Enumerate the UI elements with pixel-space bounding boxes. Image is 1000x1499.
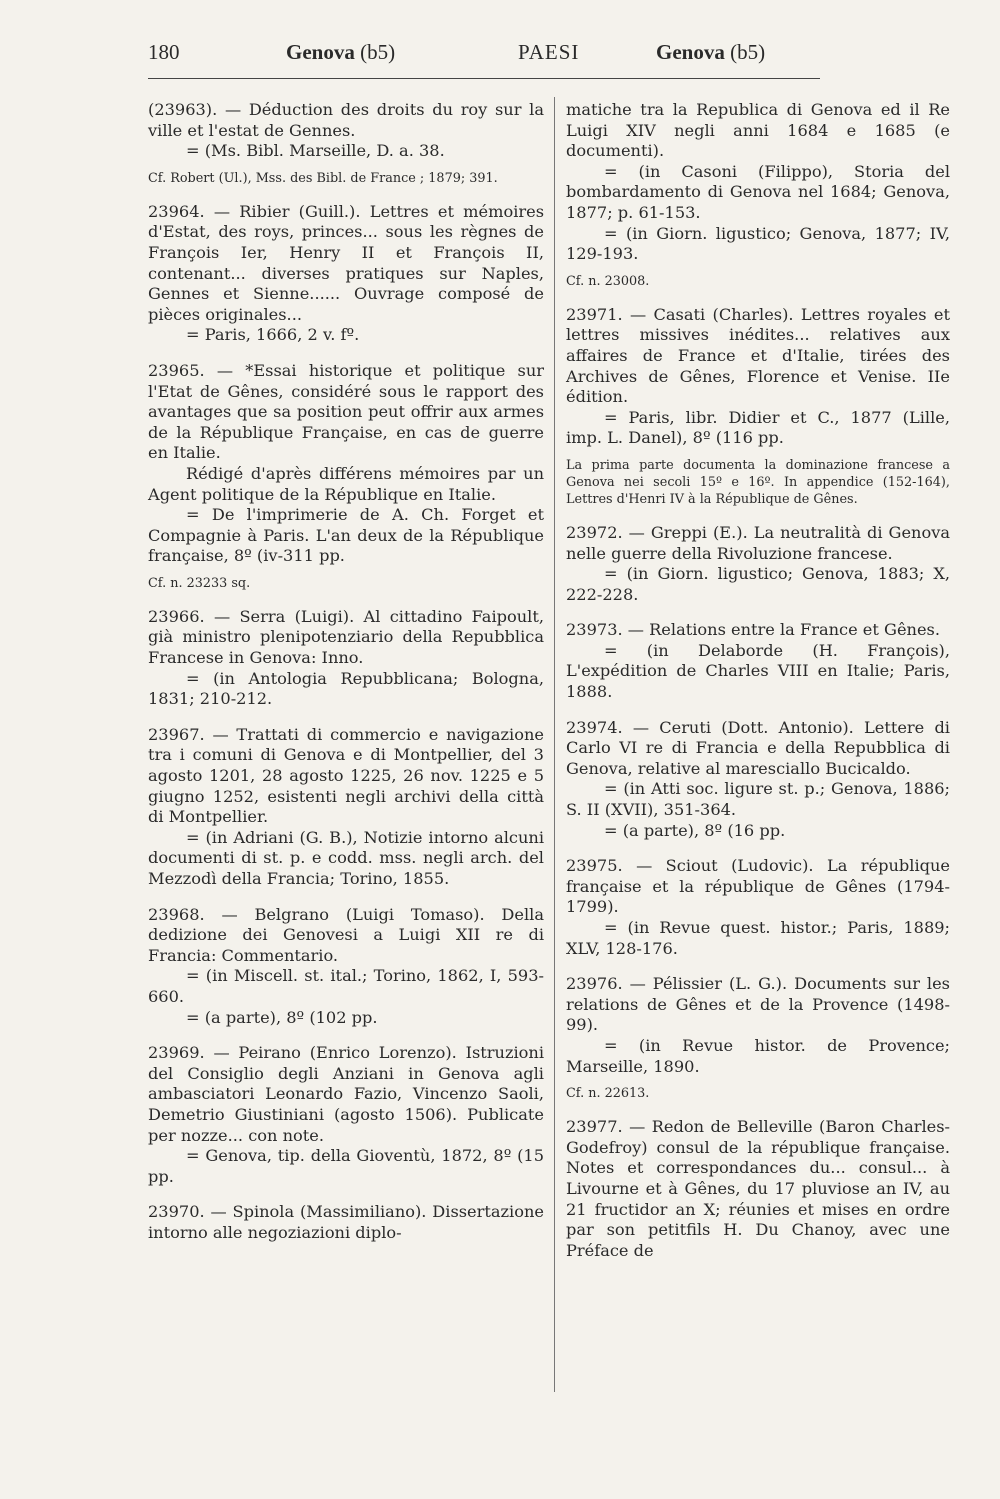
right-entry: 23977. — Redon de Belleville (Baron Charles-Godefroy) consul de la république française. Notes et correspondances du... consul... à Livourne et à Gênes, du 17 pluviose an IV, au 21 fructidor an X; réunies et mises en ordre par son petitfils H. Du Chanoy, avec une Préface de — [566, 1117, 950, 1260]
right-entry: 23971. — Casati (Charles). Lettres royales et lettres missives inédites... relatives aux affaires de France et d'Italie, tirées des Archives de Gênes, Florence et Venise. IIe édition. — [566, 304, 950, 407]
left-entry: 23964. — Ribier (Guill.). Lettres et mémoires d'Estat, des roys, princes... sous les règnes de François Ier, Henry II et François II, contenant... diverses pratiques sur Naples, Gennes et Sienne...... Ouvrage composé de pièces originales... — [148, 201, 544, 324]
right-entry: 23973. — Relations entre la France et Gênes. — [566, 620, 941, 640]
left-entry: 23969. — Peirano (Enrico Lorenzo). Istruzioni del Consiglio degli Anziani in Genova agli ambasciatori Leonardo Fazio, Vincenzo Saoli, Demetrio Giustiniani (agosto 1506). Publicate per nozze... con note. — [148, 1043, 544, 1145]
left-citation: = (a parte), 8º (102 pp. — [186, 1007, 378, 1027]
header-right-city: Genova — [656, 40, 725, 64]
right-citation: = (in Giorn. ligustico; Genova, 1877; IV, 129-193. — [566, 223, 950, 264]
right-entry: 23974. — Ceruti (Dott. Antonio). Lettere di Carlo VI re di Francia e della Repubblica di Genova, relative al maresciallo Bucicaldo. — [566, 717, 950, 778]
column-divider — [554, 97, 555, 1392]
header-rule — [148, 78, 820, 79]
right-citation: = (in Giorn. ligustico; Genova, 1883; X, 222-228. — [566, 564, 950, 604]
header-left-suffix: (b5) — [360, 40, 396, 64]
left-entry: (23963). — Déduction des droits du roy sur la ville et l'estat de Gennes. — [148, 100, 544, 140]
left-entry: 23968. — Belgrano (Luigi Tomaso). Della dedizione dei Genovesi a Luigi XII re di Francia: Commentario. — [148, 904, 544, 965]
right-note: Cf. n. 22613. — [566, 1086, 650, 1102]
header-left-title — [286, 40, 395, 65]
left-citation: = Paris, 1666, 2 v. fº. — [186, 325, 360, 345]
right-entry: 23975. — Sciout (Ludovic). La république française et la république de Gênes (1794-1799). — [566, 856, 950, 917]
right-note: La prima parte documenta la dominazione francese a Genova nei secoli 15º e 16º. In appendice (152-164), Lettres d'Henri IV à la République de Gênes. — [566, 457, 950, 507]
right-citation: = (in Revue quest. histor.; Paris, 1889; XLV, 128-176. — [566, 918, 950, 958]
left-note: Cf. n. 23233 sq. — [148, 575, 251, 591]
left-entry: 23966. — Serra (Luigi). Al cittadino Faipoult, già ministro plenipotenziario della Repubblica Francese in Genova: Inno. — [148, 606, 544, 668]
left-citation: = (Ms. Bibl. Marseille, D. a. 38. — [186, 141, 445, 161]
running-header — [148, 40, 820, 80]
header-right-suffix: (b5) — [730, 40, 766, 64]
right-column — [566, 100, 950, 1261]
left-citation: = De l'imprimerie de A. Ch. Forget et Compagnie à Paris. L'an deux de la République française, 8º (iv-311 pp. — [148, 505, 544, 566]
right-entry: matiche tra la Republica di Genova ed il Re Luigi XIV negli anni 1684 e 1685 (e documenti). — [566, 100, 950, 161]
left-citation: = Genova, tip. della Gioventù, 1872, 8º (15 pp. — [148, 1146, 544, 1186]
right-citation: = Paris, libr. Didier et C., 1877 (Lille, imp. L. Danel), 8º (116 pp. — [566, 407, 950, 448]
left-citation: Rédigé d'après différens mémoires par un Agent politique de la République en Italie. — [148, 463, 544, 504]
left-column — [148, 100, 544, 1244]
left-entry: 23967. — Trattati di commercio e navigazione tra i comuni di Genova e di Montpellier, del 3 agosto 1201, 28 agosto 1225, 26 nov. 1225 e 5 giugno 1252, esistenti negli archivi della città di Montpellier. — [148, 724, 544, 827]
right-citation: = (in Delaborde (H. François), L'expédition de Charles VIII en Italie; Paris, 1888. — [566, 640, 950, 702]
right-entry: 23976. — Pélissier (L. G.). Documents sur les relations de Gênes et de la Provence (1498-99). — [566, 974, 950, 1035]
header-section: PAESI — [518, 40, 580, 64]
left-citation: = (in Antologia Repubblicana; Bologna, 1831; 210-212. — [148, 668, 544, 709]
header-right-title — [656, 40, 765, 65]
right-citation: = (in Revue histor. de Provence; Marseille, 1890. — [566, 1035, 950, 1076]
left-citation: = (in Miscell. st. ital.; Torino, 1862, I, 593-660. — [148, 966, 544, 1006]
header-left-city: Genova — [286, 40, 355, 64]
left-entry: 23965. — *Essai historique et politique sur l'Etat de Gênes, considéré sous le rapport des avantages que sa position peut offrir aux armes de la République Française, en cas de guerre en Italie. — [148, 360, 544, 463]
right-citation: = (in Casoni (Filippo), Storia del bombardamento di Genova nel 1684; Genova, 1877; p. 61-153. — [566, 161, 950, 222]
right-entry: 23972. — Greppi (E.). La neutralità di Genova nelle guerre della Rivoluzione francese. — [566, 522, 950, 563]
left-entry: 23970. — Spinola (Massimiliano). Dissertazione intorno alle negoziazioni diplo- — [148, 1202, 544, 1242]
right-citation: = (in Atti soc. ligure st. p.; Genova, 1886; S. II (XVII), 351-364. — [566, 779, 950, 820]
left-note: Cf. Robert (Ul.), Mss. des Bibl. de France ; 1879; 391. — [148, 170, 498, 186]
right-citation: = (a parte), 8º (16 pp. — [604, 820, 786, 840]
page-number: 180 — [148, 40, 180, 64]
right-note: Cf. n. 23008. — [566, 273, 650, 289]
left-citation: = (in Adriani (G. B.), Notizie intorno alcuni documenti di st. p. e codd. mss. negli arch. del Mezzodì della Francia; Torino, 1855. — [148, 827, 544, 888]
